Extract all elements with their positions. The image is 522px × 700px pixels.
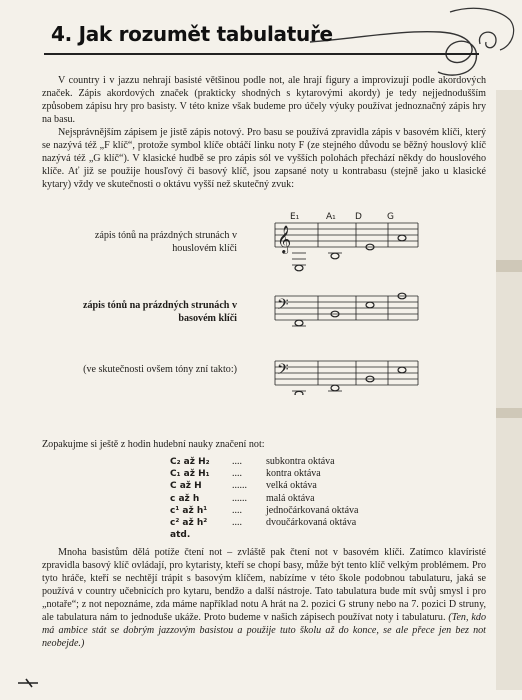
- page-title: 4. Jak rozumět tabulatuře: [51, 22, 333, 46]
- octave-label: kontra oktáva: [266, 468, 321, 480]
- octave-row: [170, 480, 358, 492]
- octave-range: c¹ až h¹: [170, 505, 208, 516]
- tablature-text: Mnoha basistům dělá potíže čtení not – zvláště pak čtení not v basovém klíči. Zatímco klavíristé zpravidla basový klíč ovládají, pro kytaristy, kteří se chopí basy, může být tento klíč velkým problémem. Pro tyto hráče, kteří se nechtějí trápit s basovým klíčem, nabízíme v této škole podobnou tabulaturu, jaká se používá v country učebnicích pro kytaru, bendžo a další nástroje. Tato tabulatura bude mít svůj smysl i pro „notaře“; z not nepoznáme, zda máme například notu A hrát na 2. pozici G struny nebo na 7. pozici D struny, ale tabulatura nám to jednoduše ukáže. Proto budeme v našich zápisech používat noty i tabulaturu.: [42, 547, 486, 623]
- side-decoration: [488, 90, 522, 690]
- octave-row: [170, 468, 358, 480]
- paragraph-text: V country i v jazzu nehrají basisté většinou podle not, ale hrají figury a improvizují podle akordových značek. Zápis akordových značek (prakticky shodných s kytarovými akordy) je tedy nejjednodušším způsobem zápisu hry pro basisty. V této knize však budeme pro účely výuky používat jednoznačný zápis hry na basu.: [42, 75, 486, 125]
- octave-range: c² až h²: [170, 518, 208, 529]
- octave-range: C₁ až H₁: [170, 469, 210, 480]
- svg-text:𝄢: 𝄢: [277, 296, 289, 317]
- title-underline: [44, 53, 479, 55]
- octave-range: C až H: [170, 481, 202, 492]
- string-name-d: D: [355, 212, 362, 222]
- octave-dots: ......: [232, 480, 247, 492]
- octave-label: dvoučárkovaná oktáva: [266, 517, 357, 529]
- octave-dots: ....: [232, 517, 242, 529]
- octave-row: [170, 505, 358, 517]
- octave-dots: [232, 529, 266, 541]
- bass-clef-staff-written: [270, 290, 420, 330]
- string-name-g: G: [387, 212, 394, 222]
- string-name-a1: A₁: [326, 212, 336, 222]
- octave-range: atd.: [170, 530, 191, 541]
- octave-row: [170, 493, 358, 505]
- octave-row: [170, 456, 358, 468]
- paragraph-intro: [42, 74, 486, 126]
- octave-dots: ......: [232, 492, 247, 504]
- paragraph-octave-intro: [42, 438, 486, 451]
- octave-label: malá oktáva: [266, 492, 315, 504]
- octave-range: C₂ až H₂: [170, 457, 210, 467]
- octave-row: [170, 529, 358, 541]
- octave-dots: ....: [232, 468, 242, 480]
- octave-label: jednočárkovaná oktáva: [266, 504, 359, 516]
- paragraph-text: Nejsprávnějším zápisem je jistě zápis notový. Pro basu se používá zpravidla zápis v basovém klíči, který se nazývá též „F klíč“, protože symbol klíče obtáčí linku noty F (ze stejného důvodu se běžný houslový klíč nazývá též „G klíč“). V klasické hudbě se pro zápis sól ve vyšších polohách přechází někdy do houslového klíče. Ať již se použije housľový či basový klíč, jsou zapsané noty u kontrabasu (stejně jako u klasické kytary) vždy ve skutečnosti o oktávu vyšší než skutečný zvuk:: [42, 127, 486, 190]
- octave-row: [170, 517, 358, 529]
- octave-dots: ....: [232, 504, 242, 516]
- svg-text:𝄢: 𝄢: [277, 361, 289, 382]
- octave-label: velká oktáva: [266, 480, 317, 492]
- svg-text:𝄞: 𝄞: [277, 225, 292, 253]
- octave-label: subkontra oktáva: [266, 456, 335, 467]
- staff-label-bass: zápis tónů na prázdných strunách v basovém klíči: [83, 300, 237, 324]
- octave-list: [170, 456, 358, 541]
- octave-range: c až h: [170, 493, 200, 504]
- paragraph-notation: [42, 126, 486, 191]
- decorative-swirl: [300, 0, 522, 80]
- octave-dots: ....: [232, 456, 242, 467]
- paragraph-text: Zopakujme si ještě z hodin hudební nauky značení not:: [42, 439, 265, 450]
- string-name-e1: E₁: [290, 212, 300, 222]
- staff-label-sounding: (ve skutečnosti ovšem tóny zní takto:): [83, 364, 237, 375]
- staff-label-treble: zápis tónů na prázdných strunách v houslovém klíči: [94, 230, 237, 254]
- paragraph-text: [42, 546, 486, 650]
- tablature-note-italic: (Ten, kdo má ambice stát se dobrým jazzovým basistou a použije tuto školu až do konce, se ale přece jen bez not neobejde.): [42, 612, 486, 649]
- page-corner-mark: [18, 676, 78, 690]
- bass-clef-staff-sounding: [270, 355, 420, 395]
- paragraph-tablature: [42, 546, 486, 650]
